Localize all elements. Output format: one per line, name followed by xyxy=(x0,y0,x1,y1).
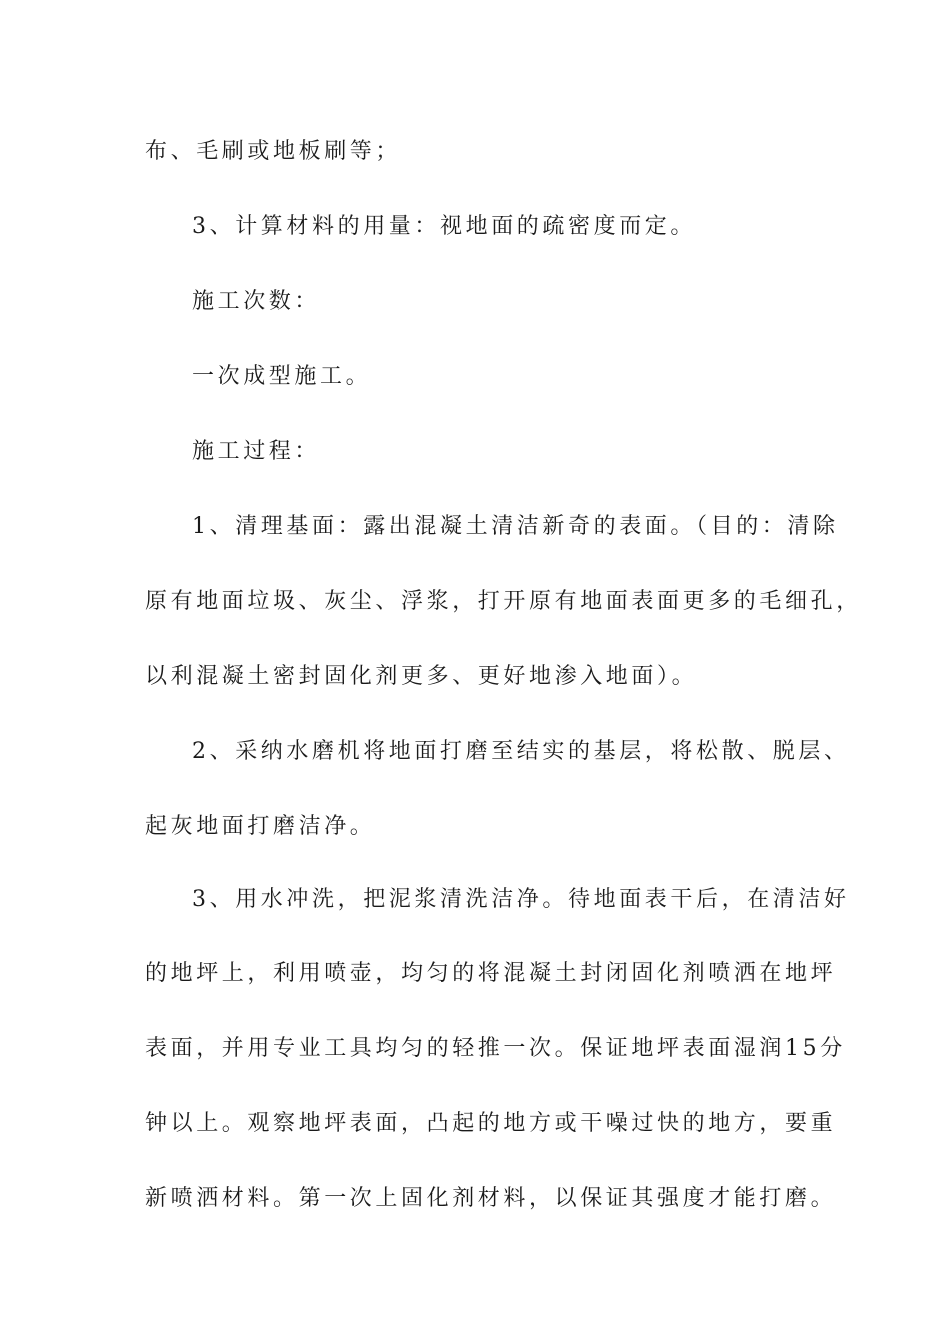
text-line-15: 新喷洒材料。第一次上固化剂材料，以保证其强度才能打磨。 xyxy=(145,1186,837,1211)
text-line-7: 原有地面垃圾、灰尘、浮浆，打开原有地面表面更多的毛细孔， xyxy=(145,589,862,614)
text-line-14: 钟以上。观察地坪表面，凸起的地方或干噪过快的地方，要重 xyxy=(145,1111,837,1136)
text-line-2: 3、计算材料的用量：视地面的疏密度而定。 xyxy=(192,214,696,239)
text-line-8: 以利混凝土密封固化剂更多、更好地渗入地面）。 xyxy=(145,664,698,689)
text-line-4: 一次成型施工。 xyxy=(192,364,372,389)
text-line-5: 施工过程： xyxy=(192,439,321,464)
text-line-10: 起灰地面打磨洁净。 xyxy=(145,814,376,839)
text-line-11: 3、用水冲洗，把泥浆清洗洁净。待地面表干后，在清洁好 xyxy=(192,887,850,912)
text-line-3: 施工次数： xyxy=(192,289,321,314)
text-line-9: 2、采纳水磨机将地面打磨至结实的基层，将松散、脱层、 xyxy=(192,739,850,764)
text-line-13: 表面，并用专业工具均匀的轻推一次。保证地坪表面湿润15分 xyxy=(145,1036,846,1061)
text-line-6: 1、清理基面：露出混凝土清洁新奇的表面。（目的：清除 xyxy=(192,514,839,539)
text-line-1: 布、毛刷或地板刷等； xyxy=(145,139,402,164)
text-line-12: 的地坪上，利用喷壶，均匀的将混凝土封闭固化剂喷洒在地坪 xyxy=(145,961,837,986)
